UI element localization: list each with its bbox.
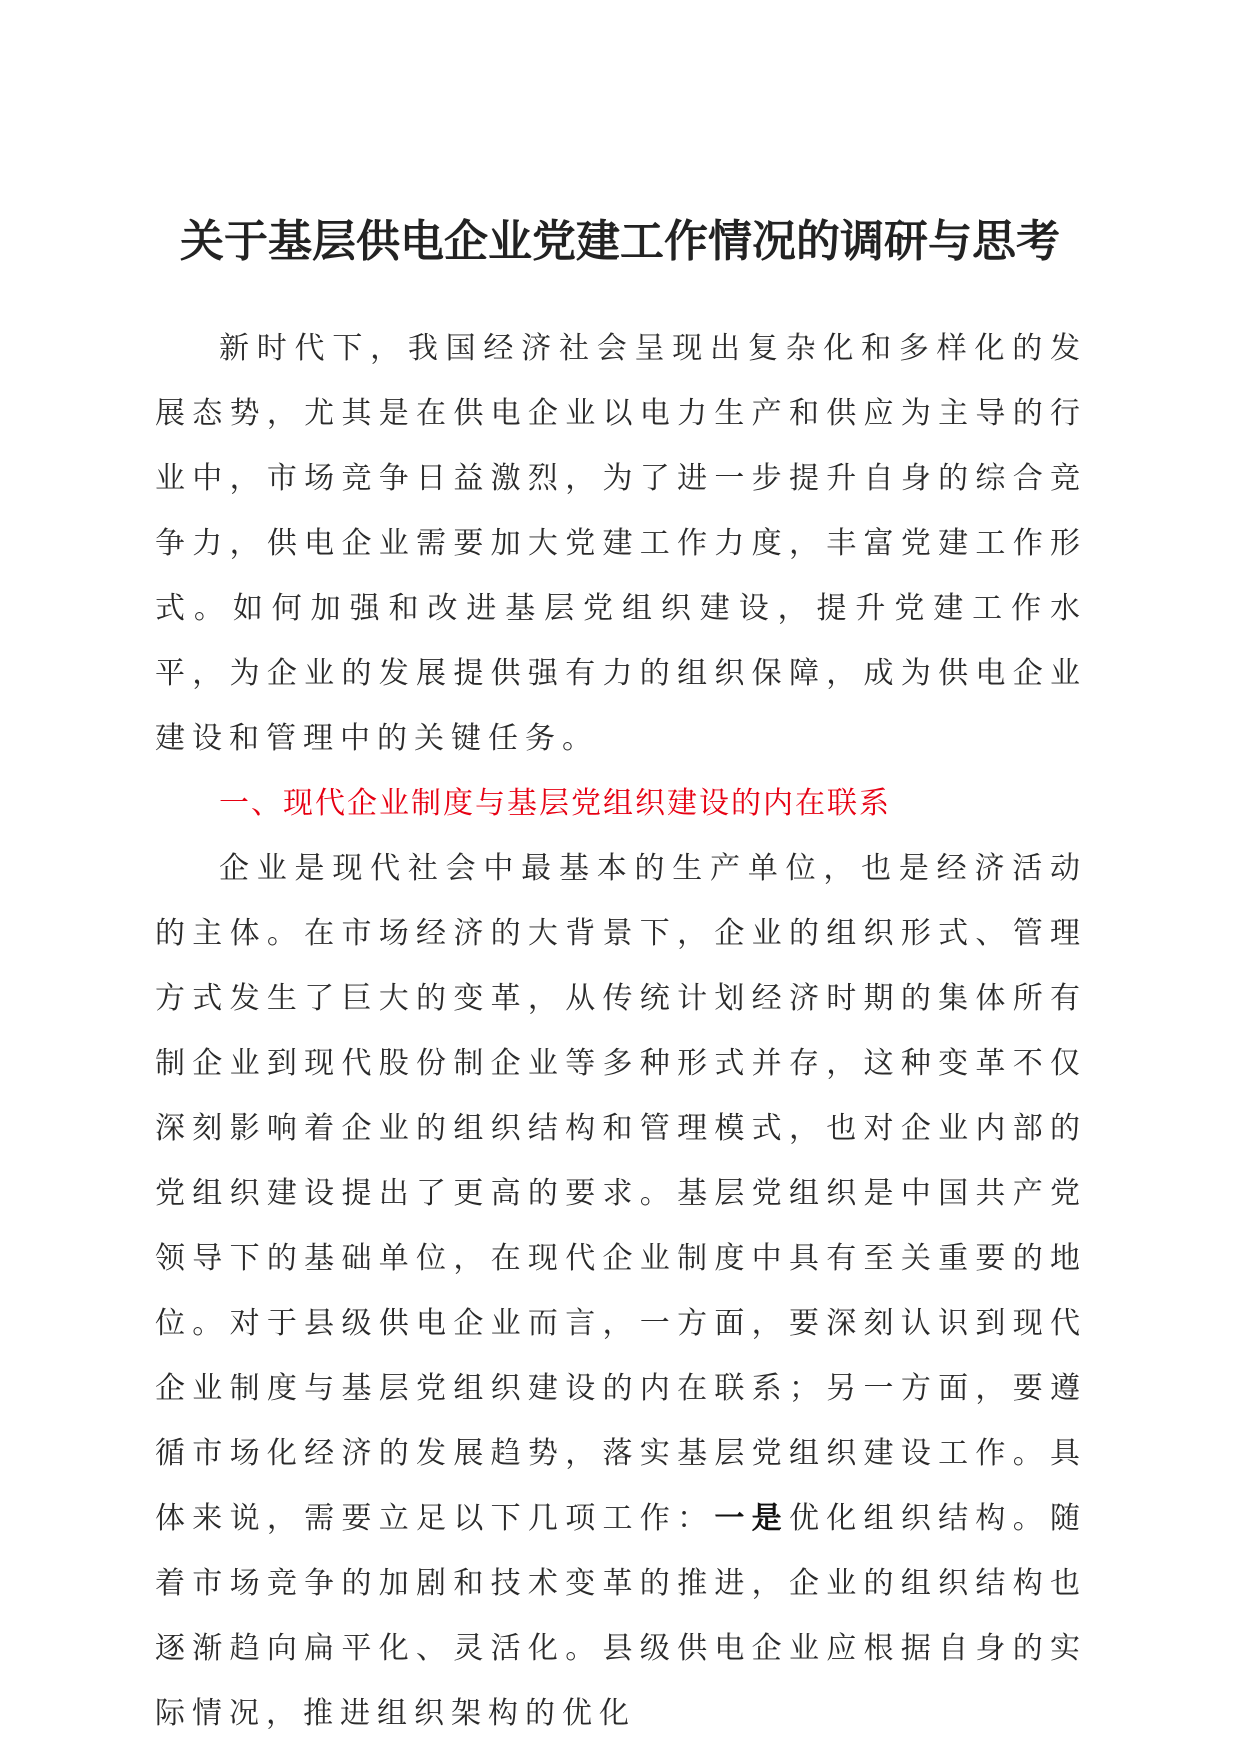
section-paragraph-text-before: 企业是现代社会中最基本的生产单位，也是经济活动的主体。在市场经济的大背景下，企业的组织形式、管理方式发生了巨大的变革，从传统计划经济时期的集体所有制企业到现代股份制企业等多种形式并存，这种变革不仅深刻影响着企业的组织结构和管理模式，也对企业内部的党组织建设提出了更高的要求。基层党组织是中国共产党领导下的基础单位，在现代企业制度中具有至关重要的地位。对于县级供电企业而言，一方面，要深刻认识到现代企业制度与基层党组织建设的内在联系；另一方面，要遵循市场化经济的发展趋势，落实基层党组织建设工作。具体来说，需要立足以下几项工作：	[155, 851, 1087, 1536]
intro-paragraph: 新时代下，我国经济社会呈现出复杂化和多样化的发展态势，尤其是在供电企业以电力生产和供应为主导的行业中，市场竞争日益激烈，为了进一步提升自身的综合竞争力，供电企业需要加大党建工作力度，丰富党建工作形式。如何加强和改进基层党组织建设，提升党建工作水平，为企业的发展提供强有力的组织保障，成为供电企业建设和管理中的关键任务。	[155, 331, 1087, 756]
document-title: 关于基层供电企业党建工作情况的调研与思考	[180, 216, 1060, 267]
section-paragraph-text-after: 优化组织结构。随着市场竞争的加剧和技术变革的推进，企业的组织结构也逐渐趋向扁平化、灵活化。县级供电企业应根据自身的实际情况，推进组织架构的优化	[155, 1501, 1088, 1731]
bold-marker: 一是	[714, 1501, 789, 1536]
document-body	[155, 316, 1087, 1746]
section-paragraph	[155, 836, 1087, 1746]
section-heading: 一、现代企业制度与基层党组织建设的内在联系	[219, 786, 891, 821]
